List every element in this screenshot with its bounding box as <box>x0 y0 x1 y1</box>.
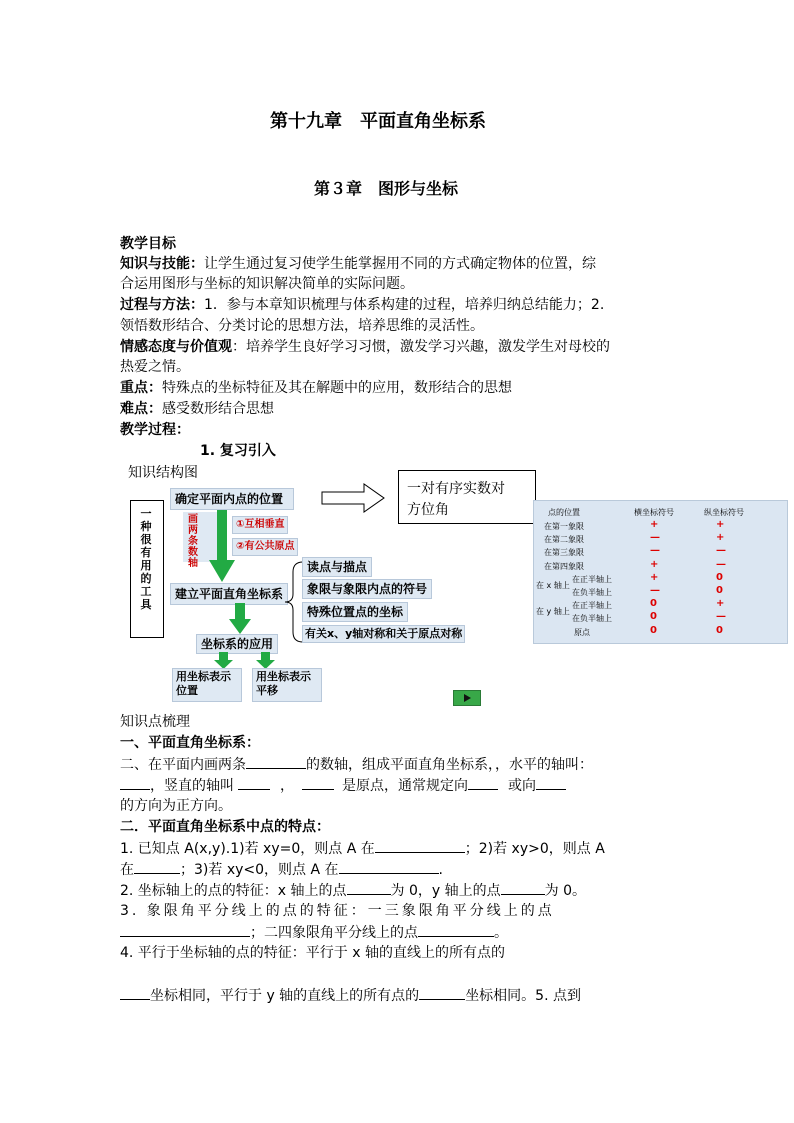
table-row-group: 在 y 轴上 <box>536 607 570 617</box>
table-row-position: 在负半轴上 <box>572 588 612 597</box>
point-1-line-1: 1. 已知点 A(x,y).1)若 xy=0，则点 A 在 ；2)若 xy>0，则点 A <box>120 838 605 859</box>
coordinate-system-box: 建立平面直角坐标系 <box>170 583 288 605</box>
blank[interactable] <box>120 775 150 790</box>
blank[interactable] <box>375 838 465 853</box>
blank[interactable] <box>339 859 439 874</box>
emotion-line-1: 情感态度与价值观：培养学生良好学习习惯，激发学习兴趣，激发学生对母校的 <box>120 339 610 355</box>
tool-vertical-label: 一种很有用的工具 <box>140 507 152 611</box>
ordered-pair-text: 一对有序实数对 <box>407 481 505 497</box>
blank[interactable] <box>347 880 391 895</box>
table-row-y-sign: + <box>716 532 725 544</box>
blank[interactable] <box>536 775 566 790</box>
review-heading: 知识点梳理 <box>120 714 190 730</box>
table-row-x-sign: + <box>650 571 659 583</box>
use-translation-box: 用坐标表示平移 <box>252 668 322 702</box>
branch-special-points: 特殊位置点的坐标 <box>302 602 408 622</box>
table-header-x-sign: 横坐标符号 <box>634 508 674 517</box>
page-subtitle: 第３章 图形与坐标 <box>314 179 459 198</box>
point-4-line-2: 坐标相同，平行于 y 轴的直线上的所有点的 坐标相同。5. 点到 <box>120 985 581 1006</box>
point-2: 2. 坐标轴上的点的特征：x 轴上的点 为 0，y 轴上的点 为 0。 <box>120 880 586 901</box>
page-title: 第十九章 平面直角坐标系 <box>270 111 486 132</box>
application-box: 坐标系的应用 <box>196 634 278 654</box>
table-row-y-sign: + <box>716 598 725 610</box>
arrow-down-icon <box>228 603 252 635</box>
diagram-label: 知识结构图 <box>128 465 198 481</box>
table-row-position: 在第三象限 <box>544 548 584 558</box>
section-1-line-3: 的方向为正方向。 <box>120 798 232 814</box>
two-axes-label: 画两条数轴 <box>188 514 198 569</box>
objectives-heading: 教学目标 <box>120 236 176 252</box>
emotion-line-2: 热爱之情。 <box>120 359 190 375</box>
table-row-group: 在 x 轴上 <box>536 580 570 590</box>
use-position-box: 用坐标表示位置 <box>172 668 242 702</box>
table-row-position: 在负半轴上 <box>572 614 612 624</box>
table-row-y-sign: 0 <box>716 624 723 636</box>
table-row-x-sign: 0 <box>650 611 657 623</box>
blank[interactable] <box>134 859 180 874</box>
process-heading: 教学过程： <box>120 422 190 438</box>
section-1-line-2: ，竖直的轴叫 ， 是原点，通常规定向 或向 <box>120 775 566 796</box>
point-4-line-1: 4. 平行于坐标轴的点的特征：平行于 x 轴的直线上的所有点的 <box>120 945 505 961</box>
table-row-position: 在第二象限 <box>544 535 584 545</box>
table-row-x-sign: 0 <box>650 598 657 610</box>
play-icon <box>454 691 480 705</box>
blank[interactable] <box>468 775 498 790</box>
table-row-x-sign: 0 <box>650 624 657 636</box>
table-row-y-sign: 0 <box>716 585 723 596</box>
point-3-line-1: 3. 象限角平分线上的点的特征：一三象限角平分线上的点 <box>120 903 555 919</box>
table-row-x-sign: + <box>650 519 659 530</box>
locate-point-box: 确定平面内点的位置 <box>170 488 294 510</box>
key-point: 重点：特殊点的坐标特征及其在解题中的应用，数形结合的思想 <box>120 380 512 396</box>
arrow-right-icon <box>320 482 388 514</box>
blank[interactable] <box>120 985 150 1000</box>
bearing-text: 方位角 <box>407 502 449 518</box>
table-row-position: 在正半轴上 <box>572 601 612 611</box>
table-row-x-sign: — <box>650 585 660 596</box>
section-1-line-1: 二、在平面内画两条 的数轴，组成平面直角坐标系，，水平的轴叫： <box>120 754 593 775</box>
table-header-y-sign: 纵坐标符号 <box>704 508 744 517</box>
branch-quadrant-signs: 象限与象限内点的符号 <box>302 579 432 599</box>
blank[interactable] <box>238 775 270 790</box>
blank[interactable] <box>246 754 306 769</box>
play-button[interactable] <box>453 690 481 706</box>
point-3-line-2: ；二四象限角平分线上的点 。 <box>120 922 508 943</box>
table-row-position: 原点 <box>574 627 590 637</box>
table-row-position: 在第四象限 <box>544 561 584 571</box>
blank[interactable] <box>120 922 250 937</box>
table-row-y-sign: 0 <box>716 571 723 583</box>
common-origin-condition: ②有公共原点 <box>232 538 298 556</box>
point-1-line-2: 在 ；3)若 xy<0，则点 A 在 . <box>120 859 443 880</box>
process-line-1: 过程与方法：1．参与本章知识梳理与体系构建的过程，培养归纳总结能力；2. <box>120 297 605 313</box>
table-row-x-sign: — <box>650 545 660 557</box>
table-row-y-sign: — <box>716 611 726 623</box>
section-1-title: 一、平面直角坐标系： <box>120 735 260 751</box>
section-2-title: 二．平面直角坐标系中点的特点： <box>120 819 330 835</box>
table-row-x-sign: — <box>650 532 660 544</box>
blank[interactable] <box>302 775 334 790</box>
table-header-position: 点的位置 <box>548 508 580 517</box>
table-row-y-sign: + <box>716 519 725 530</box>
table-row-position: 在第一象限 <box>544 522 584 531</box>
perpendicular-condition: ①互相垂直 <box>232 516 288 534</box>
sign-table <box>533 500 788 644</box>
step-review-intro: 1. 复习引入 <box>200 443 276 459</box>
table-row-y-sign: — <box>716 558 726 570</box>
process-line-2: 领悟数形结合、分类讨论的思想方法，培养思维的灵活性。 <box>120 318 484 334</box>
branch-symmetry: 有关x、y轴对称和关于原点对称 <box>302 625 465 643</box>
knowledge-line-1: 知识与技能：让学生通过复习使学生能掌握用不同的方式确定物体的位置，综 <box>120 256 596 272</box>
difficult-point: 难点：感受数形结合思想 <box>120 401 274 417</box>
branch-read-plot: 读点与描点 <box>302 557 372 577</box>
table-row-x-sign: + <box>650 558 659 570</box>
table-row-position: 在正半轴上 <box>572 574 612 584</box>
knowledge-line-2: 合运用图形与坐标的知识解决简单的实际问题。 <box>120 276 414 292</box>
table-row-y-sign: — <box>716 545 726 557</box>
blank[interactable] <box>501 880 545 895</box>
blank[interactable] <box>419 985 465 1000</box>
blank[interactable] <box>418 922 494 937</box>
